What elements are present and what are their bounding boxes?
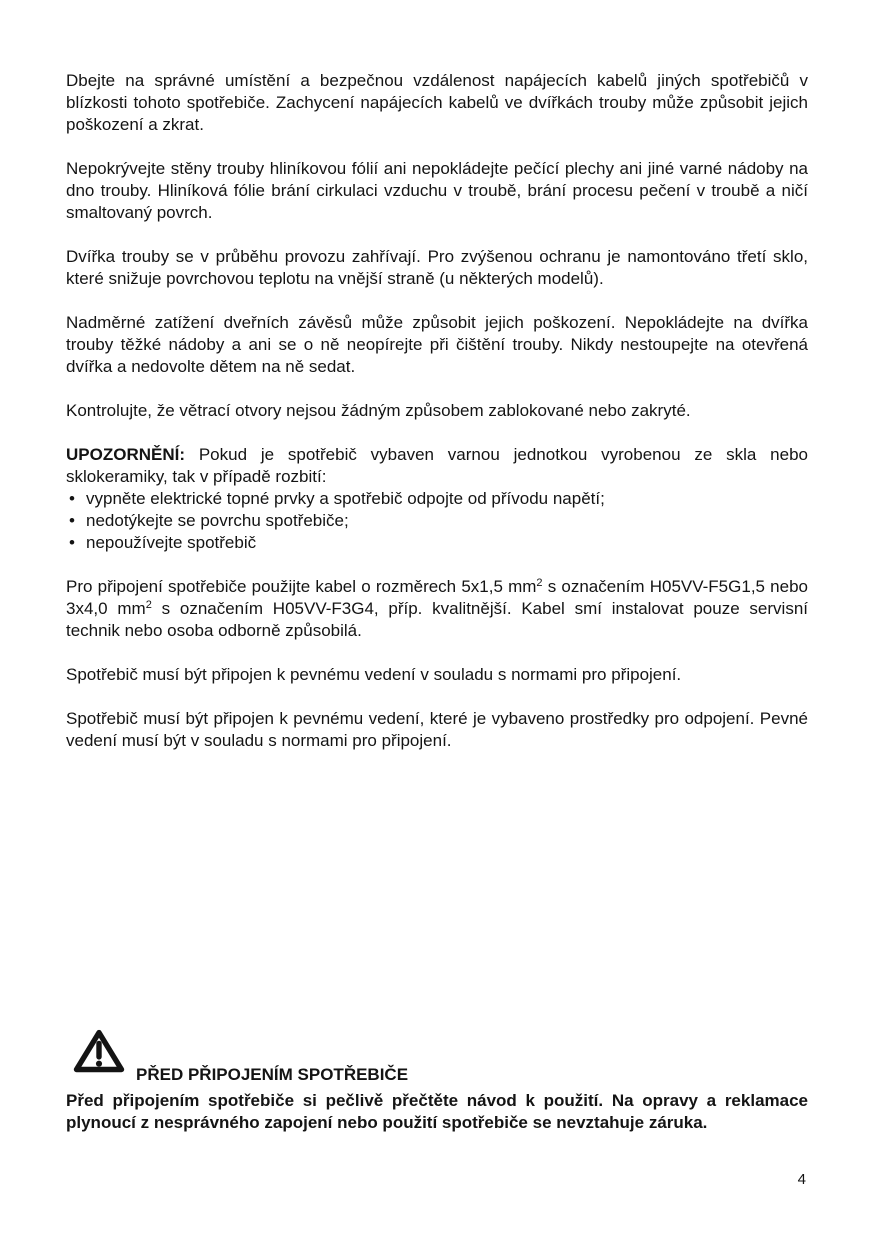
page-number: 4 [797, 1171, 806, 1188]
notice-item-text: vypněte elektrické topné prvky a spotřebič odpojte od přívodu napětí; [86, 489, 605, 508]
list-item [66, 488, 808, 510]
notice-label: UPOZORNĚNÍ: [66, 445, 185, 464]
pre-connection-heading: PŘED PŘIPOJENÍM SPOTŘEBIČE [136, 1065, 409, 1084]
paragraph-fixed-wiring-1: Spotřebič musí být připojen k pevnému vedení v souladu s normami pro připojení. [66, 665, 682, 684]
paragraph-fixed-wiring-2: Spotřebič musí být připojen k pevnému vedení, které je vybaveno prostředky pro odpojení. Pevné vedení musí být v souladu s normami pro připojení. [66, 709, 808, 750]
bullet-icon: • [69, 533, 75, 552]
notice-intro: Pokud je spotřebič vybaven varnou jednotkou vyrobenou ze skla nebo sklokeramiky, tak v případě rozbití: [66, 445, 808, 486]
warning-triangle-icon [72, 1028, 126, 1075]
paragraph-aluminium-foil: Nepokrývejte stěny trouby hliníkovou fólií ani nepokládejte pečící plechy ani jiné varné nádoby na dno trouby. Hliníková fólie brání cirkulaci vzduchu v troubě, brání procesu pečení v troubě a ničí smaltovaný povrch. [66, 159, 808, 222]
notice-bullet-list [66, 488, 808, 554]
paragraph-door-heating: Dvířka trouby se v průběhu provozu zahřívají. Pro zvýšenou ochranu je namontováno třetí sklo, které snižuje povrchovou teplotu na vnější straně (u některých modelů). [66, 247, 808, 288]
page-content [66, 70, 808, 1134]
superscript-2: 2 [536, 577, 543, 589]
cable-spec-text: Pro připojení spotřebiče použijte kabel o rozměrech 5x1,5 mm [66, 577, 537, 596]
list-item [66, 510, 808, 532]
pre-connection-section [66, 1028, 808, 1134]
paragraph-cable-spec [66, 576, 808, 642]
pre-connection-header [66, 1028, 808, 1086]
cable-spec-text: s označením H05VV-F3G4, příp. kvalitnější. Kabel smí instalovat pouze servisní technik nebo osoba odborně způsobilá. [66, 599, 808, 640]
notice-paragraph [66, 444, 808, 488]
bullet-icon: • [69, 511, 75, 530]
pre-connection-body: Před připojením spotřebiče si pečlivě přečtěte návod k použití. Na opravy a reklamace plynoucí z nesprávného zapojení nebo použití spotřebiče se nevztahuje záruka. [66, 1091, 808, 1132]
paragraph-vent-openings: Kontrolujte, že větrací otvory nejsou žádným způsobem zablokované nebo zakryté. [66, 401, 691, 420]
notice-item-text: nedotýkejte se povrchu spotřebiče; [86, 511, 349, 530]
list-item [66, 532, 808, 554]
paragraph-door-hinges: Nadměrné zatížení dveřních závěsů může způsobit jejich poškození. Nepokládejte na dvířka trouby těžké nádoby a ani se o ně neopírejte při čištění trouby. Nikdy nestoupejte na otevřená dvířka a nedovolte dětem na ně sedat. [66, 313, 808, 376]
paragraph-cable-placement: Dbejte na správné umístění a bezpečnou vzdálenost napájecích kabelů jiných spotřebičů v blízkosti tohoto spotřebiče. Zachycení napájecích kabelů ve dvířkách trouby může způsobit jejich poškození a zkrat. [66, 71, 808, 134]
notice-item-text: nepoužívejte spotřebič [86, 533, 257, 552]
cable-spec-text: s označením H05VV-F5G1,5 nebo 3x4,0 mm [66, 577, 808, 618]
bullet-icon: • [69, 489, 75, 508]
superscript-2: 2 [145, 599, 152, 611]
